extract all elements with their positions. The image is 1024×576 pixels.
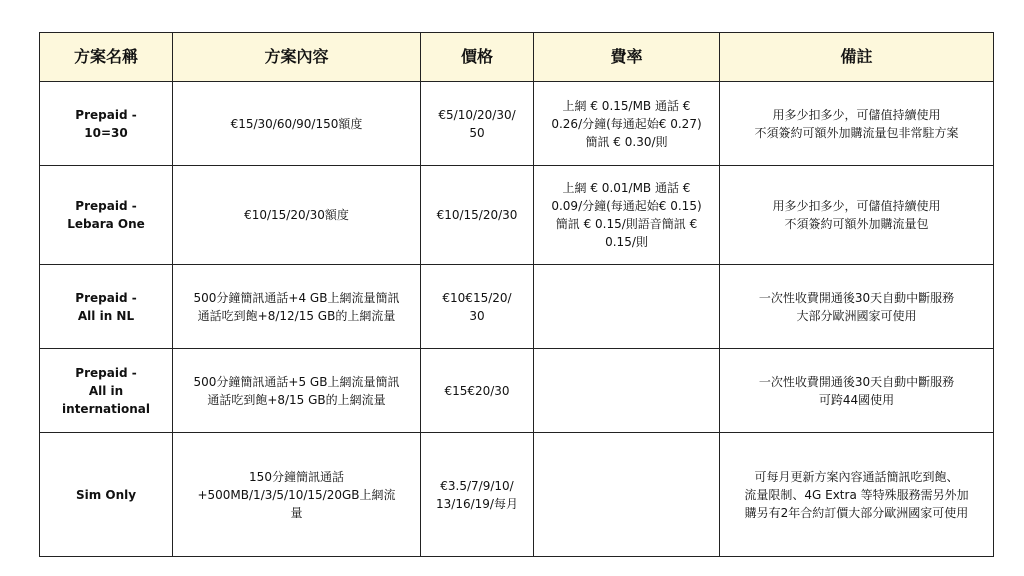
plan-rate: 上網 € 0.15/MB 通話 € 0.26/分鐘(每通起始€ 0.27) 簡訊 € 0.30/則 — [551, 98, 702, 149]
plan-name-cell — [40, 166, 173, 265]
plan-name: Prepaid - Lebara One — [67, 199, 145, 231]
plan-name: Prepaid - All in international — [62, 365, 150, 416]
table-row — [40, 166, 994, 265]
table-row — [40, 433, 994, 557]
notes-cell — [720, 265, 994, 349]
plan-notes: 可每月更新方案內容通話簡訊吃到飽、 流量限制、4G Extra 等特殊服務需另外加 購另有2年合約訂價大部分歐洲國家可使用 — [744, 469, 969, 520]
price-cell — [421, 265, 534, 349]
header-plan-content: 方案內容 — [173, 33, 421, 82]
plan-price: €15€20/30 — [444, 383, 510, 398]
table-row — [40, 82, 994, 166]
rate-cell — [534, 82, 720, 166]
price-cell — [421, 433, 534, 557]
plan-price: €10€15/20/ 30 — [442, 290, 512, 323]
plan-rate: 上網 € 0.01/MB 通話 € 0.09/分鐘(每通起始€ 0.15) 簡訊 € 0.15/則語音簡訊 € 0.15/則 — [551, 181, 702, 249]
notes-cell — [720, 166, 994, 265]
notes-cell — [720, 349, 994, 433]
plan-price: €3.5/7/9/10/ 13/16/19/每月 — [436, 478, 518, 511]
rate-cell — [534, 433, 720, 557]
plan-name-cell — [40, 82, 173, 166]
plan-name: Prepaid - All in NL — [75, 290, 137, 323]
table-row — [40, 265, 994, 349]
plan-notes: 用多少扣多少，可儲值持續使用 不須簽約可額外加購流量包 — [772, 199, 941, 231]
plan-content-cell — [173, 433, 421, 557]
plan-content: 150分鐘簡訊通話 +500MB/1/3/5/10/15/20GB上網流 量 — [197, 469, 396, 520]
rate-cell — [534, 349, 720, 433]
plan-content: €15/30/60/90/150額度 — [230, 116, 363, 131]
plan-content-cell — [173, 82, 421, 166]
rate-cell — [534, 265, 720, 349]
plan-price: €5/10/20/30/ 50 — [438, 107, 516, 140]
plan-notes: 用多少扣多少，可儲值持續使用 不須簽約可額外加購流量包非常駐方案 — [754, 107, 959, 140]
price-cell — [421, 166, 534, 265]
header-notes: 備註 — [720, 33, 994, 82]
plan-comparison-table — [39, 32, 994, 557]
header-plan-name: 方案名稱 — [40, 33, 173, 82]
price-cell — [421, 82, 534, 166]
plan-content-cell — [173, 349, 421, 433]
plan-name: Sim Only — [75, 487, 137, 502]
plan-content-cell — [173, 265, 421, 349]
table-row — [40, 349, 994, 433]
rate-cell — [534, 166, 720, 265]
price-cell — [421, 349, 534, 433]
plan-content: 500分鐘簡訊通話+4 GB上網流量簡訊 通話吃到飽+8/12/15 GB的上網流量 — [193, 290, 400, 323]
plan-notes: 一次性收費開通後30天自動中斷服務 大部分歐洲國家可使用 — [758, 290, 955, 323]
header-price: 價格 — [421, 33, 534, 82]
plan-name-cell — [40, 349, 173, 433]
header-rate: 費率 — [534, 33, 720, 82]
plan-name-cell — [40, 433, 173, 557]
plan-content-cell — [173, 166, 421, 265]
plan-name: Prepaid - 10=30 — [75, 107, 137, 140]
plan-price: €10/15/20/30 — [436, 208, 518, 222]
table-header-row — [40, 33, 994, 82]
plan-content: €10/15/20/30額度 — [244, 208, 349, 222]
notes-cell — [720, 433, 994, 557]
plan-notes: 一次性收費開通後30天自動中斷服務 可跨44國使用 — [758, 374, 955, 407]
notes-cell — [720, 82, 994, 166]
plan-name-cell — [40, 265, 173, 349]
plan-content: 500分鐘簡訊通話+5 GB上網流量簡訊 通話吃到飽+8/15 GB的上網流量 — [193, 374, 400, 407]
